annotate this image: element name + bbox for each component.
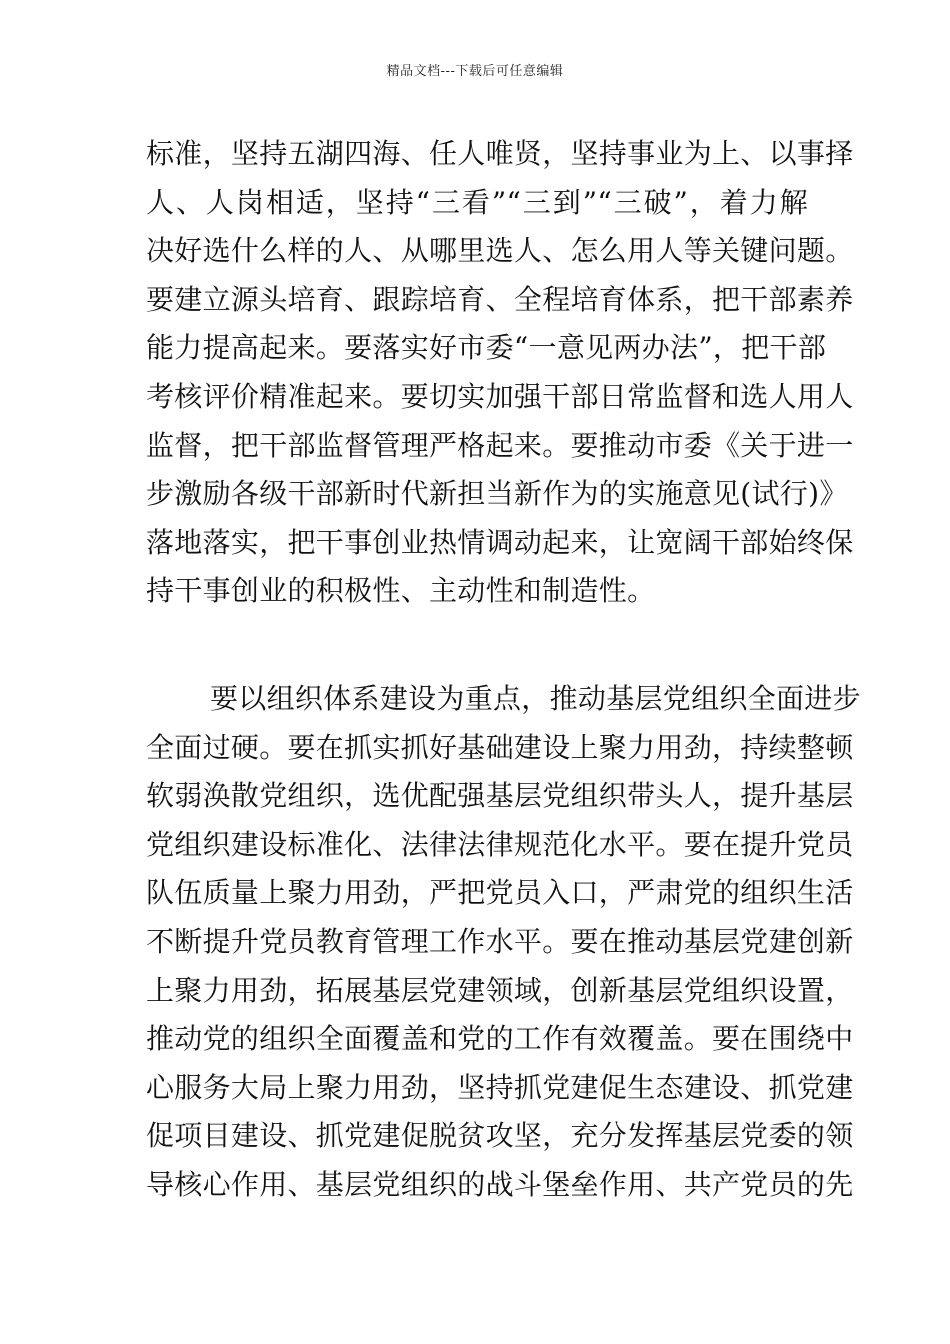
text-line: 队伍质量上聚力用劲，严把党员入口，严肃党的组织生活 [146, 876, 854, 910]
text-line: 考核评价精准起来。要切实加强干部日常监督和选人用人 [146, 379, 854, 413]
text-line: 不断提升党员教育管理工作水平。要在推动基层党建创新 [146, 924, 854, 958]
text-line: 监督，把干部监督管理严格起来。要推动市委《关于进一 [146, 428, 854, 462]
text-line: 人、人岗相适，坚持“三看”“三到”“三破”，着力解 [146, 185, 808, 219]
text-line: 心服务大局上聚力用劲，坚持抓党建促生态建设、抓党建 [146, 1070, 854, 1104]
text-line: 步激励各级干部新时代新担当新作为的实施意见(试行)》 [146, 477, 848, 511]
text-line: 导核心作用、基层党组织的战斗堡垒作用、共产党员的先 [146, 1167, 854, 1201]
text-line: 要建立源头培育、跟踪培育、全程培育体系，把干部素养 [146, 282, 854, 316]
text-line: 标准，坚持五湖四海、任人唯贤，坚持事业为上、以事择 [146, 137, 854, 170]
text-line: 上聚力用劲，拓展基层党建领域，创新基层党组织设置， [146, 973, 854, 1007]
text-line: 党组织建设标准化、法律法律规范化水平。要在提升党员 [146, 827, 854, 861]
page-header: 精品文档---下载后可任意编辑 [386, 64, 564, 79]
paragraph-1 [146, 130, 854, 616]
text-line: 全面过硬。要在抓实抓好基础建设上聚力用劲，持续整顿 [146, 730, 854, 764]
text-line: 持干事创业的积极性、主动性和制造性。 [146, 574, 656, 608]
text-line: 推动党的组织全面覆盖和党的工作有效覆盖。要在围绕中 [146, 1022, 854, 1056]
paragraph-2 [146, 675, 861, 1210]
text-line: 能力提高起来。要落实好市委“一意见两办法”，把干部 [146, 331, 827, 365]
text-line: 决好选什么样的人、从哪里选人、怎么用人等关键问题。 [146, 234, 854, 268]
text-line: 软弱涣散党组织，选优配强基层党组织带头人，提升基层 [146, 779, 854, 813]
text-line: 落地落实，把干事创业热情调动起来，让宽阔干部始终保 [146, 525, 854, 559]
text-line: 要以组织体系建设为重点，推动基层党组织全面进步 [210, 682, 861, 715]
text-line: 促项目建设、抓党建促脱贫攻坚，充分发挥基层党委的领 [146, 1119, 854, 1153]
